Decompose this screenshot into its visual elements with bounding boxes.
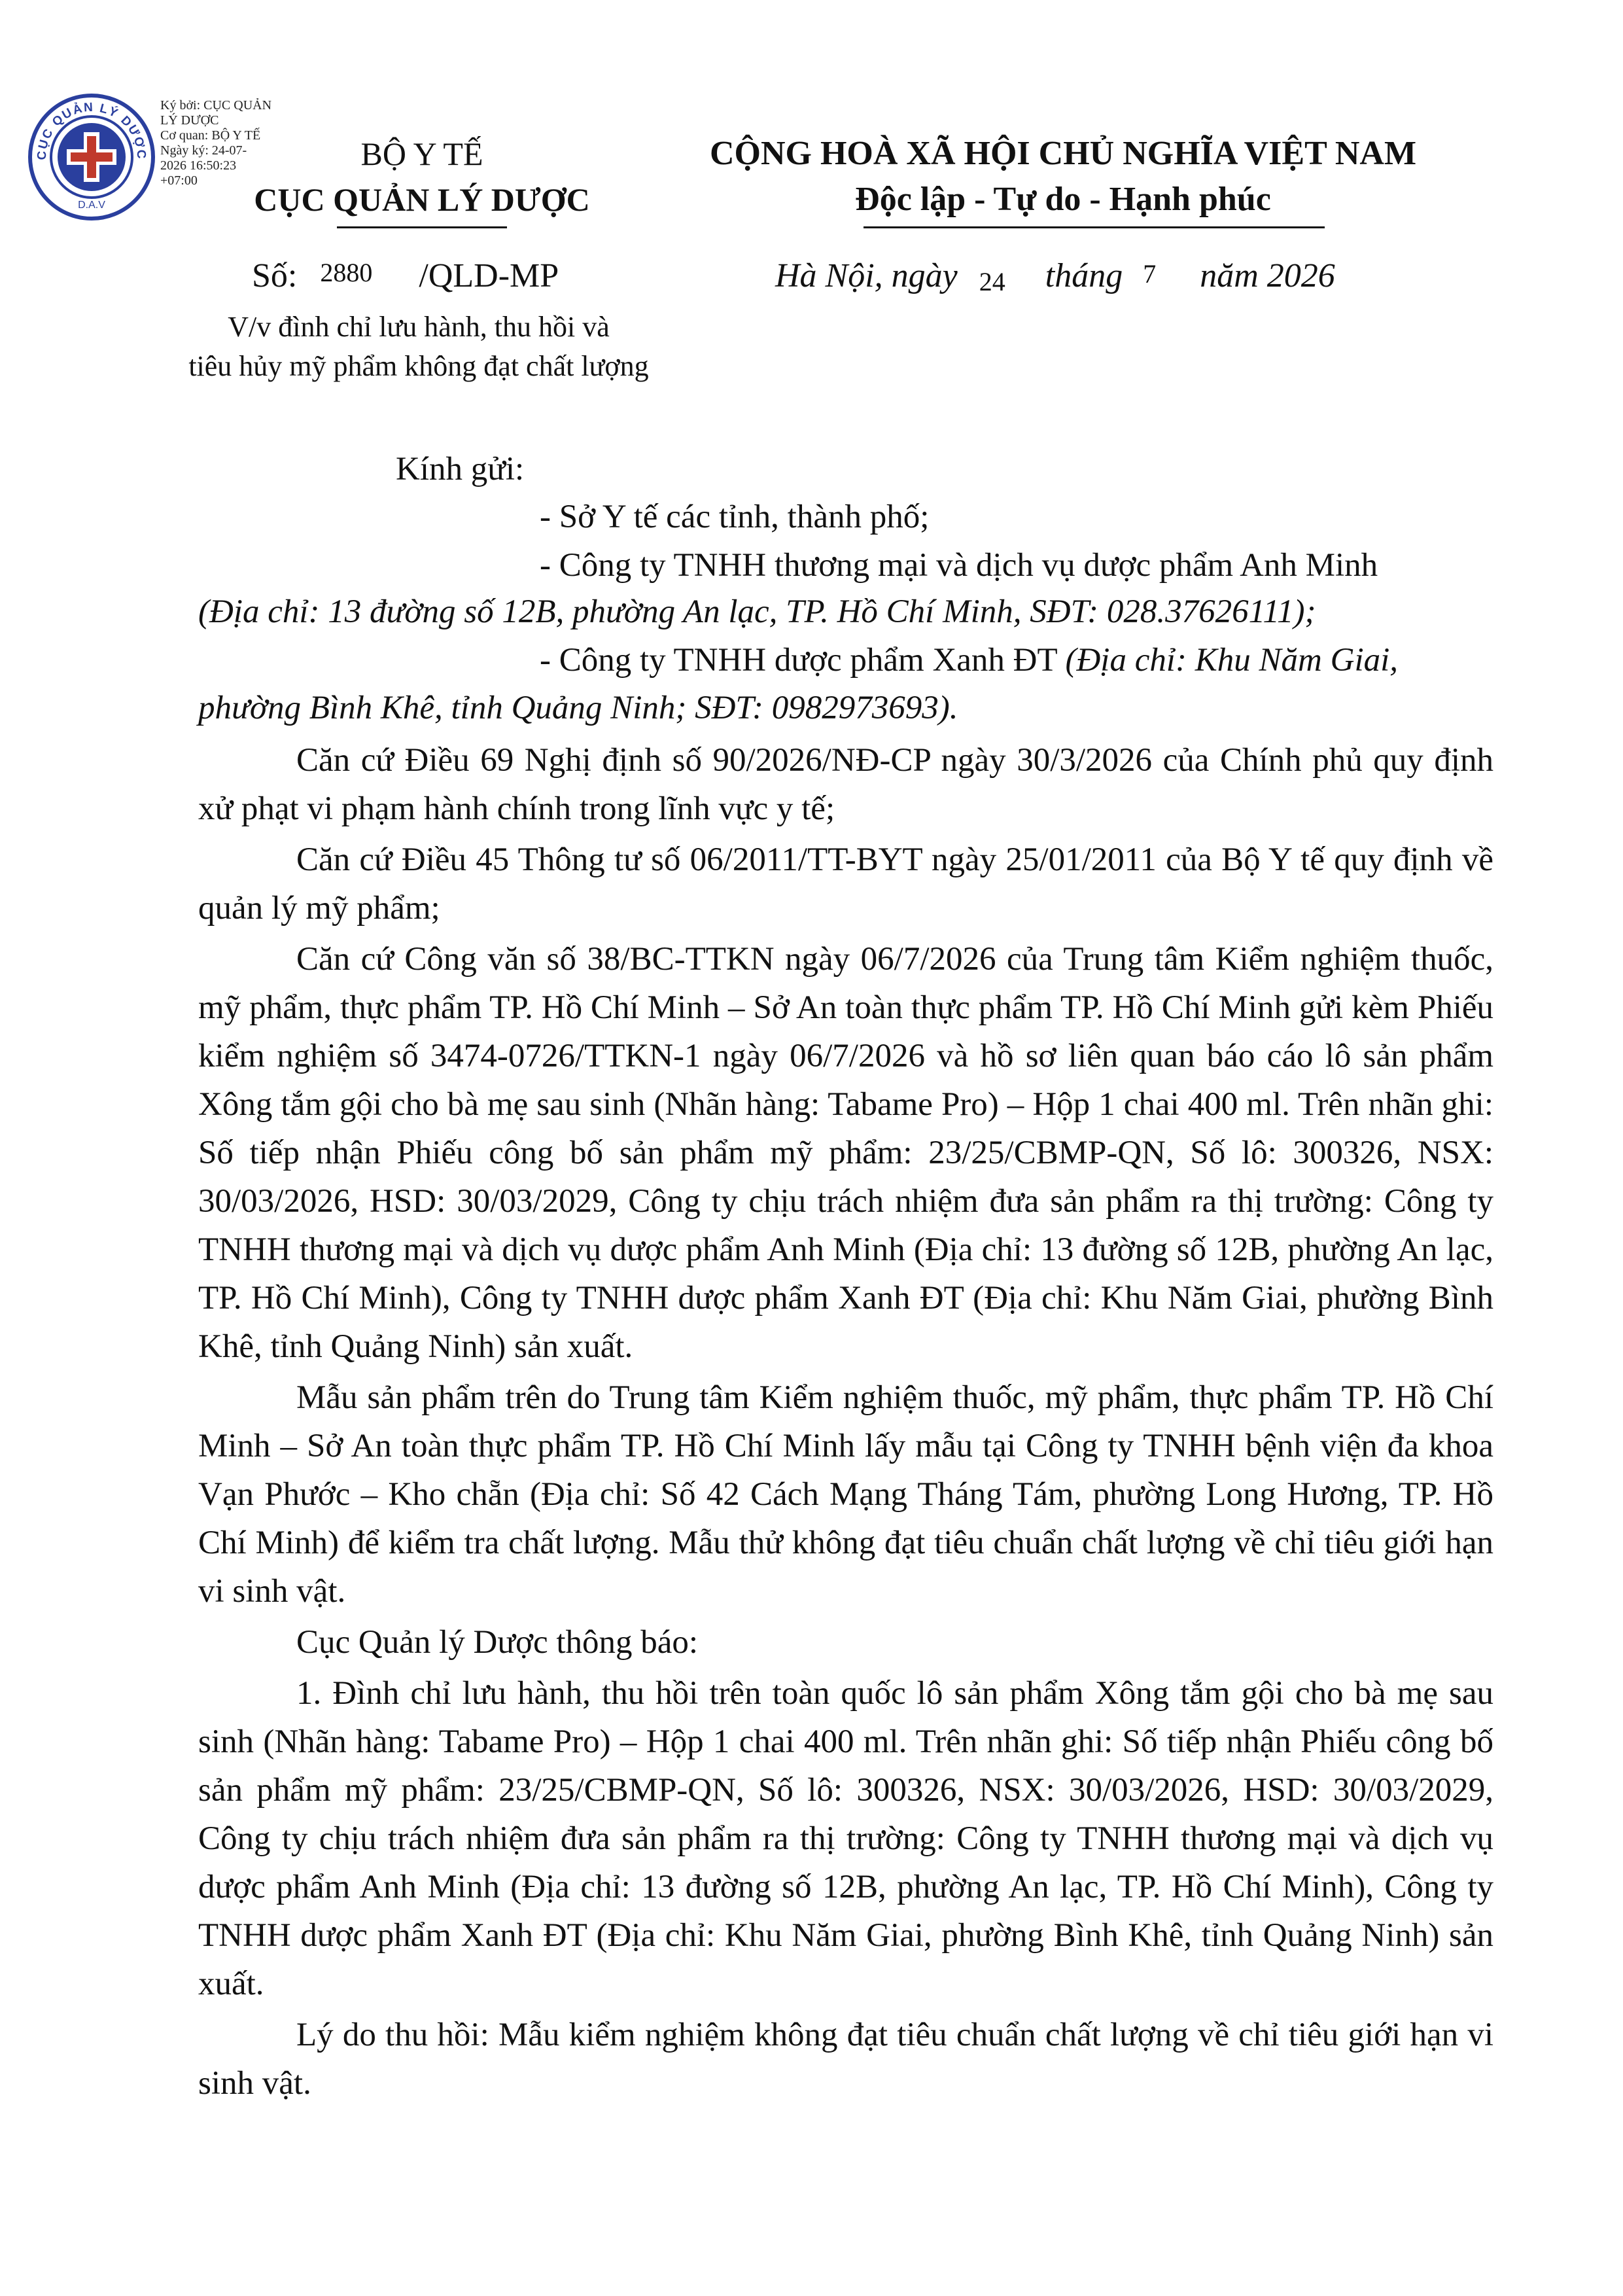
motto: Độc lập - Tự do - Hạnh phúc bbox=[855, 181, 1271, 218]
subject-line-2: tiêu hủy mỹ phẩm không đạt chất lượng bbox=[188, 350, 649, 382]
recipient-3-address-a: (Địa chỉ: Khu Năm Giai, bbox=[1065, 642, 1399, 679]
date-month: 7 bbox=[1143, 259, 1157, 289]
seal-text-top: CỤC QUẢN LÝ DƯỢC bbox=[35, 100, 148, 160]
document-date bbox=[775, 256, 1335, 295]
sign-date: Ngày ký: 24-07- bbox=[160, 143, 247, 158]
seal-text-bottom: D.A.V bbox=[78, 200, 105, 211]
national-header bbox=[687, 131, 1439, 222]
sign-timezone: +07:00 bbox=[160, 173, 198, 188]
month-label: tháng bbox=[1045, 257, 1123, 294]
recipient-3-name: - Công ty TNHH dược phẩm Xanh ĐT bbox=[540, 642, 1057, 679]
country-name: CỘNG HOÀ XÃ HỘI CHỦ NGHĨA VIỆT NAM bbox=[709, 135, 1417, 172]
recipient-3 bbox=[540, 639, 1398, 681]
so-number: 2880 bbox=[320, 258, 373, 287]
date-day: 24 bbox=[979, 267, 1005, 296]
paragraph-legal-basis-1: Căn cứ Điều 69 Nghị định số 90/2026/NĐ-CP ngày 30/3/2026 của Chính phủ quy định xử phạt vi phạm hành chính trong lĩnh vực y tế; bbox=[198, 742, 1493, 827]
document-number bbox=[252, 256, 559, 295]
kinh-gui-label: Kính gửi: bbox=[396, 451, 525, 487]
recipient-1: - Sở Y tế các tỉnh, thành phố; bbox=[540, 499, 930, 535]
signed-by-cont: LÝ DƯỢC bbox=[160, 113, 219, 128]
paragraph-recall-reason: Lý do thu hồi: Mẫu kiểm nghiệm không đạt tiêu chuẩn chất lượng về chỉ tiêu giới hạn vi sinh vật. bbox=[198, 2017, 1493, 2102]
paragraph-legal-basis-3: Căn cứ Công văn số 38/BC-TTKN ngày 06/7/2026 của Trung tâm Kiểm nghiệm thuốc, mỹ phẩm, thực phẩm TP. Hồ Chí Minh – Sở An toàn thực phẩm TP. Hồ Chí Minh gửi kèm Phiếu kiểm nghiệm số 3474-0726/TTKN-1 ngày 06/7/2026 và hồ sơ liên quan báo cáo lô sản phẩm Xông tắm gội cho bà mẹ sau sinh (Nhãn hàng: Tabame Pro) – Hộp 1 chai 400 ml. Trên nhãn ghi: Số tiếp nhận Phiếu công bố sản phẩm mỹ phẩm: 23/25/CBMP-QN, Số lô: 300326, NSX: 30/03/2026, HSD: 30/03/2029, Công ty chịu trách nhiệm đưa sản phẩm ra thị trường: Công ty TNHH thương mại và dịch vụ dược phẩm Anh Minh (Địa chỉ: 13 đường số 12B, phường An lạc, TP. Hồ Chí Minh), Công ty TNHH dược phẩm Xanh ĐT (Địa chỉ: Khu Năm Giai, phường Bình Khê, tỉnh Quảng Ninh) sản xuất. bbox=[198, 941, 1493, 1365]
recipient-2-address: (Địa chỉ: 13 đường số 12B, phường An lạc, TP. Hồ Chí Minh, SĐT: 028.37626111); bbox=[198, 593, 1316, 630]
so-label: Số: bbox=[252, 257, 298, 294]
so-suffix: /QLD-MP bbox=[419, 257, 559, 294]
date-year: năm 2026 bbox=[1200, 257, 1335, 294]
agency: Cơ quan: BỘ Y TẾ bbox=[160, 128, 261, 143]
issuer-header bbox=[173, 131, 671, 222]
document-subject bbox=[157, 308, 680, 386]
paragraph-announcement: Cục Quản lý Dược thông báo: bbox=[296, 1624, 699, 1661]
paragraph-sample-info: Mẫu sản phẩm trên do Trung tâm Kiểm nghiệm thuốc, mỹ phẩm, thực phẩm TP. Hồ Chí Minh – Sở An toàn thực phẩm TP. Hồ Chí Minh lấy mẫu tại Công ty TNHH bệnh viện đa khoa Vạn Phước – Kho chẵn (Địa chỉ: Số 42 Cách Mạng Tháng Tám, phường Long Hương, TP. Hồ Chí Minh) để kiểm tra chất lượng. Mẫu thử không đạt tiêu chuẩn chất lượng về chỉ tiêu giới hạn vi sinh vật. bbox=[198, 1379, 1493, 1610]
department-name: CỤC QUẢN LÝ DƯỢC bbox=[254, 181, 590, 218]
paragraph-item-1: 1. Đình chỉ lưu hành, thu hồi trên toàn quốc lô sản phẩm Xông tắm gội cho bà mẹ sau sinh (Nhãn hàng: Tabame Pro) – Hộp 1 chai 400 ml. Trên nhãn ghi: Số tiếp nhận Phiếu công bố sản phẩm mỹ phẩm: 23/25/CBMP-QN, Số lô: 300326, NSX: 30/03/2026, HSD: 30/03/2029, Công ty chịu trách nhiệm đưa sản phẩm ra thị trường: Công ty TNHH thương mại và dịch vụ dược phẩm Anh Minh (Địa chỉ: 13 đường số 12B, phường An lạc, TP. Hồ Chí Minh), Công ty TNHH dược phẩm Xanh ĐT (Địa chỉ: Khu Năm Giai, phường Bình Khê, tỉnh Quảng Ninh) sản xuất. bbox=[198, 1675, 1493, 2002]
subject-line-1: V/v đình chỉ lưu hành, thu hồi và bbox=[228, 311, 610, 343]
seal-emblem-icon bbox=[26, 92, 157, 222]
paragraph-legal-basis-2: Căn cứ Điều 45 Thông tư số 06/2011/TT-BYT ngày 25/01/2011 của Bộ Y tế quy định về quản lý mỹ phẩm; bbox=[198, 841, 1493, 927]
recipient-2: - Công ty TNHH thương mại và dịch vụ dược phẩm Anh Minh bbox=[540, 547, 1378, 584]
date-prefix: Hà Nội, ngày bbox=[775, 257, 958, 294]
motto-underline bbox=[864, 226, 1325, 228]
signed-by: Ký bởi: CỤC QUẢN bbox=[160, 98, 272, 113]
recipient-3-address-b: phường Bình Khê, tỉnh Quảng Ninh; SĐT: 0982973693). bbox=[198, 690, 958, 726]
department-underline bbox=[337, 226, 507, 228]
digital-signature-seal bbox=[26, 92, 157, 222]
sign-time: 2026 16:50:23 bbox=[160, 158, 237, 173]
ministry-name: BỘ Y TẾ bbox=[360, 135, 483, 172]
document-body bbox=[198, 736, 1493, 2108]
